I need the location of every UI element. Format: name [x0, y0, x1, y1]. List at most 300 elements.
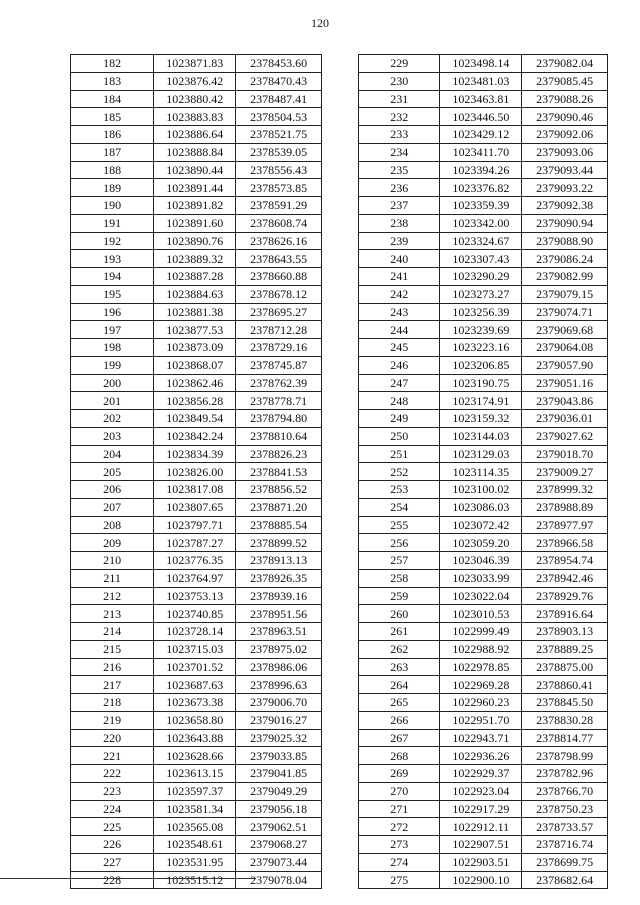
table-row: [71, 658, 322, 676]
page-number: 120: [311, 16, 329, 30]
point-number-cell: 247: [359, 374, 440, 392]
y-coordinate-cell: 2378712.28: [236, 321, 322, 339]
point-number-cell: 233: [359, 126, 440, 144]
y-coordinate-cell: 2378889.25: [522, 640, 608, 658]
point-number-cell: 205: [71, 463, 154, 481]
point-number-cell: 271: [359, 800, 440, 818]
x-coordinate-cell: 1023429.12: [440, 126, 522, 144]
x-coordinate-cell: 1022951.70: [440, 711, 522, 729]
table-row: [71, 676, 322, 694]
y-coordinate-cell: 2379088.90: [522, 232, 608, 250]
y-coordinate-cell: 2378830.28: [522, 711, 608, 729]
x-coordinate-cell: 1023877.53: [154, 321, 236, 339]
table-row: [359, 871, 608, 889]
x-coordinate-cell: 1022969.28: [440, 676, 522, 694]
point-number-cell: 213: [71, 605, 154, 623]
point-number-cell: 228: [71, 871, 154, 889]
y-coordinate-cell: 2379068.27: [236, 836, 322, 854]
x-coordinate-cell: 1023753.13: [154, 587, 236, 605]
point-number-cell: 200: [71, 374, 154, 392]
coordinates-table-left: [70, 54, 322, 889]
table-row: [71, 445, 322, 463]
x-coordinate-cell: 1023376.82: [440, 179, 522, 197]
x-coordinate-cell: 1023817.08: [154, 481, 236, 499]
point-number-cell: 227: [71, 853, 154, 871]
x-coordinate-cell: 1023531.95: [154, 853, 236, 871]
footnote-rule: [0, 878, 256, 879]
y-coordinate-cell: 2378682.64: [522, 871, 608, 889]
x-coordinate-cell: 1023862.46: [154, 374, 236, 392]
y-coordinate-cell: 2378573.85: [236, 179, 322, 197]
table-row: [71, 605, 322, 623]
y-coordinate-cell: 2378798.99: [522, 747, 608, 765]
table-row: [71, 197, 322, 215]
x-coordinate-cell: 1023359.39: [440, 197, 522, 215]
point-number-cell: 229: [359, 55, 440, 73]
y-coordinate-cell: 2378762.39: [236, 374, 322, 392]
point-number-cell: 192: [71, 232, 154, 250]
y-coordinate-cell: 2379092.38: [522, 197, 608, 215]
y-coordinate-cell: 2378504.53: [236, 108, 322, 126]
y-coordinate-cell: 2378916.64: [522, 605, 608, 623]
table-row: [359, 303, 608, 321]
table-row: [71, 214, 322, 232]
table-row: [359, 392, 608, 410]
x-coordinate-cell: 1023871.83: [154, 55, 236, 73]
y-coordinate-cell: 2379049.29: [236, 782, 322, 800]
x-coordinate-cell: 1023129.03: [440, 445, 522, 463]
point-number-cell: 199: [71, 356, 154, 374]
table-row: [359, 268, 608, 286]
table-row: [359, 285, 608, 303]
table-row: [71, 534, 322, 552]
table-row: [359, 569, 608, 587]
table-row: [359, 605, 608, 623]
y-coordinate-cell: 2378745.87: [236, 356, 322, 374]
point-number-cell: 273: [359, 836, 440, 854]
x-coordinate-cell: 1022912.11: [440, 818, 522, 836]
table-row: [71, 800, 322, 818]
y-coordinate-cell: 2378729.16: [236, 339, 322, 357]
y-coordinate-cell: 2378885.54: [236, 516, 322, 534]
table-row: [71, 871, 322, 889]
table-row: [359, 232, 608, 250]
y-coordinate-cell: 2378875.00: [522, 658, 608, 676]
table-row: [359, 481, 608, 499]
x-coordinate-cell: 1023307.43: [440, 250, 522, 268]
y-coordinate-cell: 2379093.44: [522, 161, 608, 179]
x-coordinate-cell: 1023715.03: [154, 640, 236, 658]
y-coordinate-cell: 2378826.23: [236, 445, 322, 463]
y-coordinate-cell: 2378926.35: [236, 569, 322, 587]
y-coordinate-cell: 2378487.41: [236, 90, 322, 108]
table-row: [71, 179, 322, 197]
point-number-cell: 231: [359, 90, 440, 108]
x-coordinate-cell: 1023826.00: [154, 463, 236, 481]
y-coordinate-cell: 2379093.22: [522, 179, 608, 197]
x-coordinate-cell: 1022907.51: [440, 836, 522, 854]
table-row: [359, 800, 608, 818]
point-number-cell: 265: [359, 694, 440, 712]
point-number-cell: 272: [359, 818, 440, 836]
y-coordinate-cell: 2379090.46: [522, 108, 608, 126]
y-coordinate-cell: 2379093.06: [522, 143, 608, 161]
y-coordinate-cell: 2378699.75: [522, 853, 608, 871]
point-number-cell: 260: [359, 605, 440, 623]
y-coordinate-cell: 2378903.13: [522, 623, 608, 641]
table-row: [71, 250, 322, 268]
x-coordinate-cell: 1023463.81: [440, 90, 522, 108]
point-number-cell: 251: [359, 445, 440, 463]
y-coordinate-cell: 2379082.04: [522, 55, 608, 73]
y-coordinate-cell: 2378750.23: [522, 800, 608, 818]
x-coordinate-cell: 1022988.92: [440, 640, 522, 658]
point-number-cell: 236: [359, 179, 440, 197]
x-coordinate-cell: 1023628.66: [154, 747, 236, 765]
point-number-cell: 244: [359, 321, 440, 339]
y-coordinate-cell: 2378660.88: [236, 268, 322, 286]
table-row: [359, 818, 608, 836]
table-row: [71, 587, 322, 605]
point-number-cell: 266: [359, 711, 440, 729]
x-coordinate-cell: 1023740.85: [154, 605, 236, 623]
point-number-cell: 196: [71, 303, 154, 321]
table-row: [71, 623, 322, 641]
x-coordinate-cell: 1023394.26: [440, 161, 522, 179]
x-coordinate-cell: 1023446.50: [440, 108, 522, 126]
point-number-cell: 215: [71, 640, 154, 658]
y-coordinate-cell: 2378778.71: [236, 392, 322, 410]
y-coordinate-cell: 2378814.77: [522, 729, 608, 747]
x-coordinate-cell: 1023856.28: [154, 392, 236, 410]
x-coordinate-cell: 1023086.03: [440, 498, 522, 516]
y-coordinate-cell: 2378678.12: [236, 285, 322, 303]
table-row: [359, 197, 608, 215]
y-coordinate-cell: 2378845.50: [522, 694, 608, 712]
y-coordinate-cell: 2378977.97: [522, 516, 608, 534]
table-row: [71, 285, 322, 303]
y-coordinate-cell: 2378810.64: [236, 427, 322, 445]
point-number-cell: 259: [359, 587, 440, 605]
point-number-cell: 261: [359, 623, 440, 641]
point-number-cell: 258: [359, 569, 440, 587]
table-row: [359, 498, 608, 516]
point-number-cell: 270: [359, 782, 440, 800]
table-row: [71, 374, 322, 392]
point-number-cell: 262: [359, 640, 440, 658]
x-coordinate-cell: 1023498.14: [440, 55, 522, 73]
point-number-cell: 217: [71, 676, 154, 694]
point-number-cell: 209: [71, 534, 154, 552]
table-row: [359, 676, 608, 694]
point-number-cell: 250: [359, 427, 440, 445]
y-coordinate-cell: 2379064.08: [522, 339, 608, 357]
point-number-cell: 221: [71, 747, 154, 765]
x-coordinate-cell: 1022943.71: [440, 729, 522, 747]
x-coordinate-cell: 1023887.28: [154, 268, 236, 286]
point-number-cell: 187: [71, 143, 154, 161]
point-number-cell: 204: [71, 445, 154, 463]
point-number-cell: 182: [71, 55, 154, 73]
x-coordinate-cell: 1023481.03: [440, 72, 522, 90]
point-number-cell: 218: [71, 694, 154, 712]
y-coordinate-cell: 2379009.27: [522, 463, 608, 481]
y-coordinate-cell: 2378996.63: [236, 676, 322, 694]
x-coordinate-cell: 1023834.39: [154, 445, 236, 463]
point-number-cell: 201: [71, 392, 154, 410]
x-coordinate-cell: 1022960.23: [440, 694, 522, 712]
x-coordinate-cell: 1023411.70: [440, 143, 522, 161]
point-number-cell: 252: [359, 463, 440, 481]
coordinates-table-right: [358, 54, 608, 889]
x-coordinate-cell: 1022917.29: [440, 800, 522, 818]
table-row: [359, 658, 608, 676]
y-coordinate-cell: 2379074.71: [522, 303, 608, 321]
table-row: [71, 126, 322, 144]
table-row: [71, 427, 322, 445]
y-coordinate-cell: 2378975.02: [236, 640, 322, 658]
table-row: [359, 90, 608, 108]
x-coordinate-cell: 1023776.35: [154, 552, 236, 570]
x-coordinate-cell: 1023174.91: [440, 392, 522, 410]
y-coordinate-cell: 2379092.06: [522, 126, 608, 144]
point-number-cell: 184: [71, 90, 154, 108]
point-number-cell: 210: [71, 552, 154, 570]
y-coordinate-cell: 2378999.32: [522, 481, 608, 499]
point-number-cell: 248: [359, 392, 440, 410]
table-row: [359, 747, 608, 765]
y-coordinate-cell: 2378521.75: [236, 126, 322, 144]
y-coordinate-cell: 2379016.27: [236, 711, 322, 729]
point-number-cell: 255: [359, 516, 440, 534]
y-coordinate-cell: 2378766.70: [522, 782, 608, 800]
point-number-cell: 206: [71, 481, 154, 499]
point-number-cell: 230: [359, 72, 440, 90]
y-coordinate-cell: 2379051.16: [522, 374, 608, 392]
y-coordinate-cell: 2378963.51: [236, 623, 322, 641]
table-row: [359, 853, 608, 871]
x-coordinate-cell: 1023881.38: [154, 303, 236, 321]
point-number-cell: 223: [71, 782, 154, 800]
y-coordinate-cell: 2378951.56: [236, 605, 322, 623]
table-row: [359, 410, 608, 428]
x-coordinate-cell: 1023010.53: [440, 605, 522, 623]
table-row: [359, 427, 608, 445]
table-row: [71, 143, 322, 161]
point-number-cell: 275: [359, 871, 440, 889]
point-number-cell: 234: [359, 143, 440, 161]
x-coordinate-cell: 1023886.64: [154, 126, 236, 144]
x-coordinate-cell: 1023687.63: [154, 676, 236, 694]
x-coordinate-cell: 1023658.80: [154, 711, 236, 729]
y-coordinate-cell: 2378986.06: [236, 658, 322, 676]
point-number-cell: 202: [71, 410, 154, 428]
table-row: [359, 161, 608, 179]
point-number-cell: 243: [359, 303, 440, 321]
point-number-cell: 235: [359, 161, 440, 179]
table-row: [359, 72, 608, 90]
point-number-cell: 254: [359, 498, 440, 516]
x-coordinate-cell: 1023891.60: [154, 214, 236, 232]
y-coordinate-cell: 2379062.51: [236, 818, 322, 836]
x-coordinate-cell: 1023342.00: [440, 214, 522, 232]
point-number-cell: 212: [71, 587, 154, 605]
table-row: [359, 339, 608, 357]
x-coordinate-cell: 1023144.03: [440, 427, 522, 445]
y-coordinate-cell: 2379073.44: [236, 853, 322, 871]
x-coordinate-cell: 1022900.10: [440, 871, 522, 889]
point-number-cell: 191: [71, 214, 154, 232]
point-number-cell: 232: [359, 108, 440, 126]
point-number-cell: 224: [71, 800, 154, 818]
y-coordinate-cell: 2379041.85: [236, 765, 322, 783]
x-coordinate-cell: 1023022.04: [440, 587, 522, 605]
table-row: [71, 90, 322, 108]
point-number-cell: 220: [71, 729, 154, 747]
table-row: [359, 516, 608, 534]
y-coordinate-cell: 2379088.26: [522, 90, 608, 108]
table-row: [359, 587, 608, 605]
table-row: [71, 853, 322, 871]
y-coordinate-cell: 2379018.70: [522, 445, 608, 463]
y-coordinate-cell: 2379078.04: [236, 871, 322, 889]
table-row: [359, 214, 608, 232]
table-row: [359, 694, 608, 712]
y-coordinate-cell: 2378695.27: [236, 303, 322, 321]
table-row: [71, 481, 322, 499]
table-row: [71, 232, 322, 250]
y-coordinate-cell: 2378453.60: [236, 55, 322, 73]
x-coordinate-cell: 1023290.29: [440, 268, 522, 286]
table-row: [71, 765, 322, 783]
x-coordinate-cell: 1023273.27: [440, 285, 522, 303]
x-coordinate-cell: 1023597.37: [154, 782, 236, 800]
x-coordinate-cell: 1023072.42: [440, 516, 522, 534]
x-coordinate-cell: 1022903.51: [440, 853, 522, 871]
y-coordinate-cell: 2378942.46: [522, 569, 608, 587]
point-number-cell: 249: [359, 410, 440, 428]
point-number-cell: 197: [71, 321, 154, 339]
point-number-cell: 241: [359, 268, 440, 286]
x-coordinate-cell: 1023884.63: [154, 285, 236, 303]
x-coordinate-cell: 1023223.16: [440, 339, 522, 357]
point-number-cell: 193: [71, 250, 154, 268]
x-coordinate-cell: 1023239.69: [440, 321, 522, 339]
y-coordinate-cell: 2378794.80: [236, 410, 322, 428]
table-row: [71, 640, 322, 658]
table-row: [359, 374, 608, 392]
point-number-cell: 186: [71, 126, 154, 144]
x-coordinate-cell: 1023849.54: [154, 410, 236, 428]
y-coordinate-cell: 2379006.70: [236, 694, 322, 712]
table-row: [71, 410, 322, 428]
x-coordinate-cell: 1022936.26: [440, 747, 522, 765]
y-coordinate-cell: 2379056.18: [236, 800, 322, 818]
x-coordinate-cell: 1022978.85: [440, 658, 522, 676]
y-coordinate-cell: 2378782.96: [522, 765, 608, 783]
point-number-cell: 216: [71, 658, 154, 676]
table-row: [71, 339, 322, 357]
x-coordinate-cell: 1023891.82: [154, 197, 236, 215]
y-coordinate-cell: 2378643.55: [236, 250, 322, 268]
x-coordinate-cell: 1023797.71: [154, 516, 236, 534]
x-coordinate-cell: 1023613.15: [154, 765, 236, 783]
x-coordinate-cell: 1023059.20: [440, 534, 522, 552]
table-row: [359, 836, 608, 854]
table-row: [71, 392, 322, 410]
table-row: [359, 729, 608, 747]
point-number-cell: 194: [71, 268, 154, 286]
y-coordinate-cell: 2379079.15: [522, 285, 608, 303]
table-row: [359, 179, 608, 197]
x-coordinate-cell: 1023787.27: [154, 534, 236, 552]
x-coordinate-cell: 1023890.76: [154, 232, 236, 250]
point-number-cell: 257: [359, 552, 440, 570]
x-coordinate-cell: 1022929.37: [440, 765, 522, 783]
table-row: [71, 498, 322, 516]
x-coordinate-cell: 1023673.38: [154, 694, 236, 712]
x-coordinate-cell: 1023891.44: [154, 179, 236, 197]
table-row: [71, 321, 322, 339]
x-coordinate-cell: 1023256.39: [440, 303, 522, 321]
table-row: [359, 126, 608, 144]
point-number-cell: 256: [359, 534, 440, 552]
table-row: [71, 729, 322, 747]
table-row: [359, 250, 608, 268]
x-coordinate-cell: 1023807.65: [154, 498, 236, 516]
point-number-cell: 207: [71, 498, 154, 516]
y-coordinate-cell: 2378899.52: [236, 534, 322, 552]
point-number-cell: 226: [71, 836, 154, 854]
y-coordinate-cell: 2379027.62: [522, 427, 608, 445]
y-coordinate-cell: 2378856.52: [236, 481, 322, 499]
table-row: [359, 640, 608, 658]
table-row: [71, 694, 322, 712]
point-number-cell: 208: [71, 516, 154, 534]
y-coordinate-cell: 2379043.86: [522, 392, 608, 410]
table-row: [359, 321, 608, 339]
x-coordinate-cell: 1023728.14: [154, 623, 236, 641]
y-coordinate-cell: 2378841.53: [236, 463, 322, 481]
table-row: [71, 72, 322, 90]
y-coordinate-cell: 2378939.16: [236, 587, 322, 605]
table-row: [359, 108, 608, 126]
table-row: [359, 143, 608, 161]
x-coordinate-cell: 1023114.35: [440, 463, 522, 481]
x-coordinate-cell: 1023873.09: [154, 339, 236, 357]
point-number-cell: 253: [359, 481, 440, 499]
point-number-cell: 263: [359, 658, 440, 676]
table-row: [71, 516, 322, 534]
table-row: [71, 552, 322, 570]
x-coordinate-cell: 1022999.49: [440, 623, 522, 641]
x-coordinate-cell: 1023100.02: [440, 481, 522, 499]
point-number-cell: 219: [71, 711, 154, 729]
x-coordinate-cell: 1023643.88: [154, 729, 236, 747]
y-coordinate-cell: 2379086.24: [522, 250, 608, 268]
table-row: [71, 161, 322, 179]
x-coordinate-cell: 1023033.99: [440, 569, 522, 587]
table-row: [359, 55, 608, 73]
point-number-cell: 222: [71, 765, 154, 783]
y-coordinate-cell: 2378608.74: [236, 214, 322, 232]
point-number-cell: 188: [71, 161, 154, 179]
y-coordinate-cell: 2378954.74: [522, 552, 608, 570]
y-coordinate-cell: 2379082.99: [522, 268, 608, 286]
x-coordinate-cell: 1023888.84: [154, 143, 236, 161]
point-number-cell: 245: [359, 339, 440, 357]
y-coordinate-cell: 2378716.74: [522, 836, 608, 854]
